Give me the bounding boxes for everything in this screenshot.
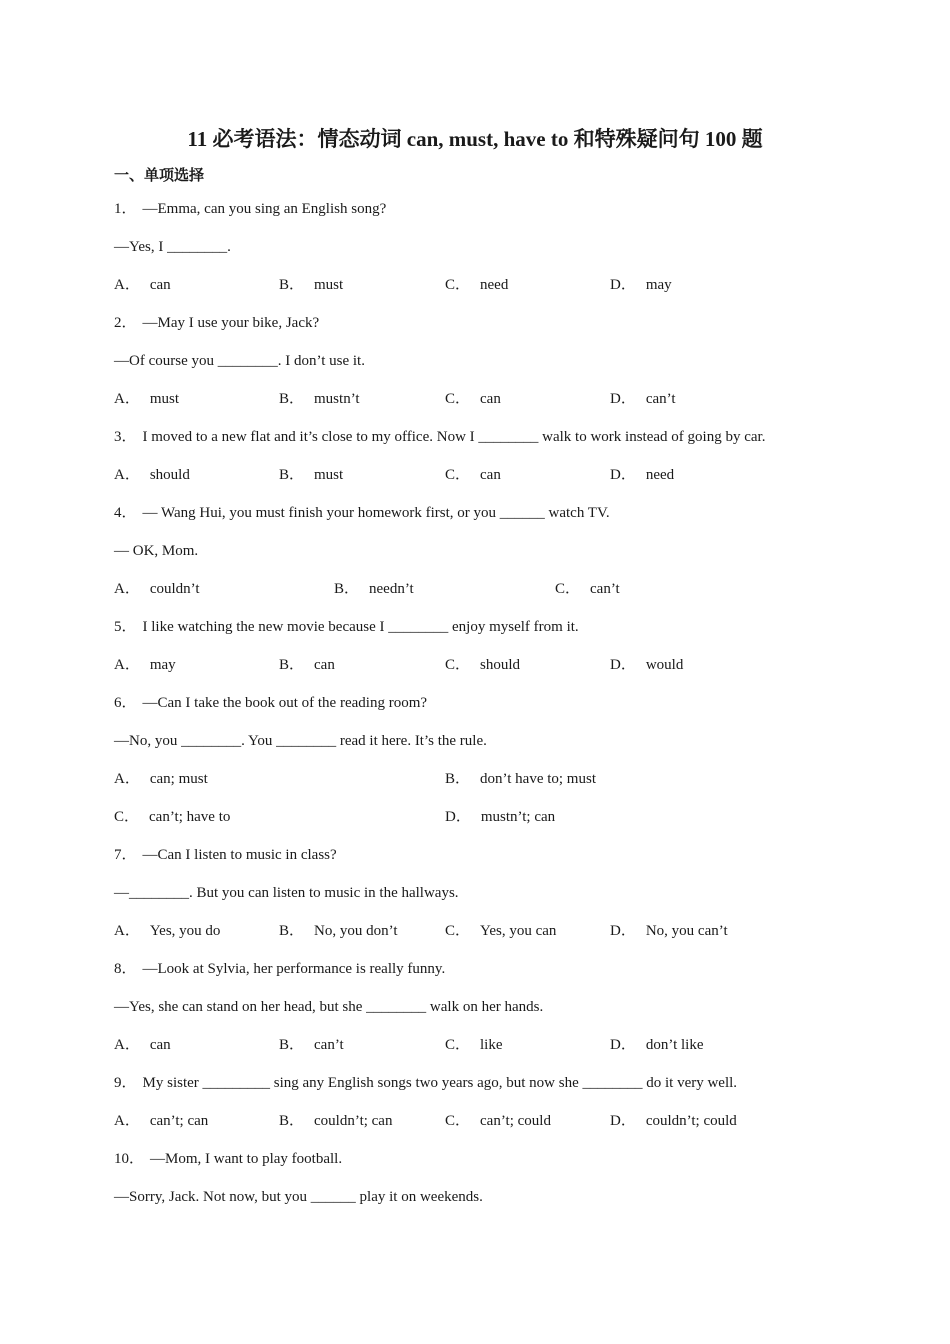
question-7-response: —________. But you can listen to music in the hallways. <box>114 885 459 901</box>
question-9-stem <box>114 1071 737 1095</box>
question-text: My sister _________ sing any English songs two years ago, but now she ________ do it very well. <box>142 1075 738 1091</box>
option-d[interactable]: D． would <box>610 657 684 673</box>
option-d[interactable]: D． No, you can’t <box>610 923 728 939</box>
question-1-options <box>114 273 844 297</box>
question-9-options <box>114 1109 844 1133</box>
question-4-stem <box>114 501 610 525</box>
question-number: 3． <box>114 429 137 445</box>
option-a[interactable]: A． can <box>114 277 171 293</box>
section-heading: 一、单项选择 <box>114 168 205 184</box>
question-number: 9． <box>114 1075 137 1091</box>
page-title: 11 必考语法：情态动词 can, must, have to 和特殊疑问句 100 题 <box>187 127 763 151</box>
question-6-response: —No, you ________. You ________ read it here. It’s the rule. <box>114 733 487 749</box>
option-a[interactable]: A． must <box>114 391 180 407</box>
question-5-stem <box>114 615 579 639</box>
option-a[interactable]: A． Yes, you do <box>114 923 221 939</box>
question-4-options <box>114 577 844 601</box>
option-b[interactable]: B． mustn’t <box>279 391 360 407</box>
option-c[interactable]: C． like <box>445 1037 503 1053</box>
option-b[interactable]: B． No, you don’t <box>279 923 398 939</box>
question-number: 6． <box>114 695 137 711</box>
option-c[interactable]: C． can’t <box>555 581 620 597</box>
question-6-stem <box>114 691 427 715</box>
question-text: —May I use your bike, Jack? <box>142 315 320 331</box>
question-6-options-row-2 <box>114 805 844 829</box>
question-number: 5． <box>114 619 137 635</box>
question-text: —Can I take the book out of the reading room? <box>142 695 428 711</box>
option-d[interactable]: D． can’t <box>610 391 676 407</box>
option-c[interactable]: C． can <box>445 467 501 483</box>
option-c[interactable]: C． Yes, you can <box>445 923 557 939</box>
question-10-stem <box>114 1147 342 1171</box>
option-d[interactable]: D． couldn’t; could <box>610 1113 737 1129</box>
question-text: I like watching the new movie because I ________ enjoy myself from it. <box>142 619 579 635</box>
option-b[interactable]: B． can <box>279 657 335 673</box>
question-10-response: —Sorry, Jack. Not now, but you ______ play it on weekends. <box>114 1189 483 1205</box>
option-a[interactable]: A． can; must <box>114 771 208 787</box>
option-b[interactable]: B． don’t have to; must <box>445 771 596 787</box>
option-a[interactable]: A． couldn’t <box>114 581 200 597</box>
option-b[interactable]: B． couldn’t; can <box>279 1113 393 1129</box>
question-8-options <box>114 1033 844 1057</box>
question-8-stem <box>114 957 445 981</box>
option-d[interactable]: D． don’t like <box>610 1037 704 1053</box>
question-4-response: — OK, Mom. <box>114 543 199 559</box>
option-a[interactable]: A． can <box>114 1037 171 1053</box>
option-d[interactable]: D． need <box>610 467 675 483</box>
question-text: —Mom, I want to play football. <box>150 1151 343 1167</box>
option-b[interactable]: B． needn’t <box>334 581 414 597</box>
option-d[interactable]: D． may <box>610 277 672 293</box>
question-5-options <box>114 653 844 677</box>
question-text: — Wang Hui, you must finish your homework first, or you ______ watch TV. <box>142 505 610 521</box>
question-2-options <box>114 387 844 411</box>
question-text: —Look at Sylvia, her performance is really funny. <box>142 961 446 977</box>
option-c[interactable]: C． should <box>445 657 521 673</box>
question-text: —Emma, can you sing an English song? <box>142 201 387 217</box>
question-number: 1． <box>114 201 137 217</box>
option-c[interactable]: C． can’t; have to <box>114 809 231 825</box>
option-d[interactable]: D． mustn’t; can <box>445 809 556 825</box>
option-a[interactable]: A． should <box>114 467 190 483</box>
option-a[interactable]: A． can’t; can <box>114 1113 209 1129</box>
question-2-stem <box>114 311 319 335</box>
question-3-options <box>114 463 844 487</box>
option-b[interactable]: B． must <box>279 467 344 483</box>
question-6-options-row-1 <box>114 767 844 791</box>
question-7-options <box>114 919 844 943</box>
question-1-stem <box>114 197 386 221</box>
option-b[interactable]: B． can’t <box>279 1037 344 1053</box>
question-2-response: —Of course you ________. I don’t use it. <box>114 353 365 369</box>
option-c[interactable]: C． need <box>445 277 509 293</box>
option-c[interactable]: C． can’t; could <box>445 1113 551 1129</box>
question-number: 7． <box>114 847 137 863</box>
option-b[interactable]: B． must <box>279 277 344 293</box>
question-text: I moved to a new flat and it’s close to my office. Now I ________ walk to work instead of going by car. <box>142 429 766 445</box>
question-7-stem <box>114 843 337 867</box>
question-number: 8． <box>114 961 137 977</box>
question-8-response: —Yes, she can stand on her head, but she ________ walk on her hands. <box>114 999 544 1015</box>
question-1-response: —Yes, I ________. <box>114 239 231 255</box>
question-number: 4． <box>114 505 137 521</box>
option-a[interactable]: A． may <box>114 657 176 673</box>
question-number: 2． <box>114 315 137 331</box>
question-3-stem <box>114 425 765 449</box>
option-c[interactable]: C． can <box>445 391 501 407</box>
question-text: —Can I listen to music in class? <box>142 847 337 863</box>
question-number: 10． <box>114 1151 145 1167</box>
